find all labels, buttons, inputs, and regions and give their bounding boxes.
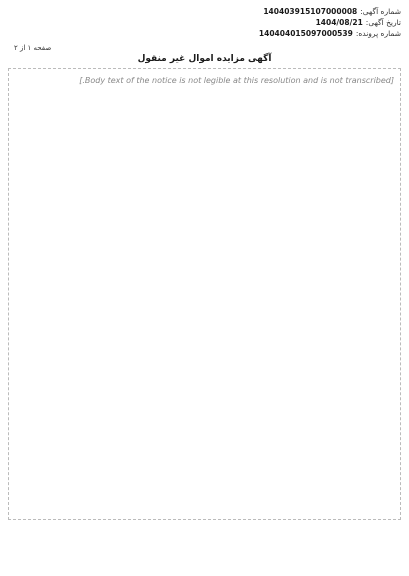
- notice-date-label: تاریخ آگهی:: [365, 18, 401, 27]
- notice-number-row: [201, 6, 401, 17]
- page-indicator: صفحه ۱ از ۲: [14, 44, 52, 52]
- notice-body: [8, 68, 401, 520]
- case-number-row: [201, 28, 401, 39]
- document-title: آگهی مزایده اموال غیر منقول: [137, 54, 272, 64]
- notice-number-label: شماره آگهی:: [360, 7, 401, 16]
- notice-paragraph: [Body text of the notice is not legible at this resolution and is not transcribed.]: [79, 76, 394, 85]
- notice-date-row: [201, 17, 401, 28]
- notice-number-value: 140403915107000008: [263, 7, 358, 16]
- case-number-value: 140404015097000539: [258, 29, 353, 38]
- notice-metadata: [201, 6, 401, 39]
- notice-date-value: 1404/08/21: [315, 18, 363, 27]
- case-number-label: شماره پرونده:: [355, 29, 401, 38]
